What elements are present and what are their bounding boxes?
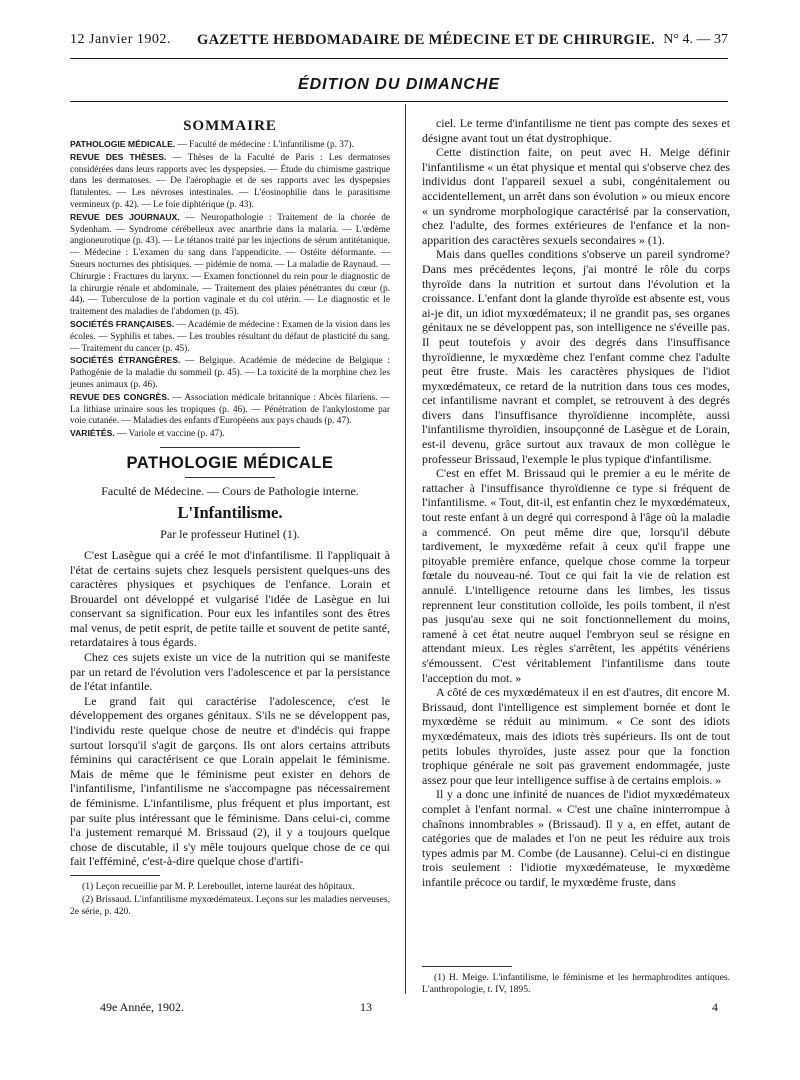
body-paragraph: Le grand fait qui caractérise l'adolescence, c'est le développement des organes génitaux. S'ils ne se développent pas, l'individu reste quelque chose de neutre et d'indécis qui frappe surtout lorsqu'il s'agit de garçons. Ils ont alors certains attributs féminins qui caractérisent ce que Lorain appelait le féminisme. Mais de même que le féminisme peut exister en dehors de l'infantilisme, l'infantilisme ne s'accompagne pas nécessairement de féminisme. L'infantilisme, plus fréquent et plus important, est par suite plus intéressant que le féminisme. Dans celui-ci, comme l'a justement remarqué M. Brissaud (2), il y a toujours quelque chose de discutable, il s'y mêle toujours quelque chose de ce qui fait l'efféminé, c'est-à-dire quelque chose d'artifi- (70, 693, 390, 869)
column-separator (405, 104, 406, 994)
sommaire-category: REVUE DES THÈSES. (70, 151, 167, 162)
sommaire-entry (70, 212, 390, 319)
sommaire-text: — Académie de médecine : Examen de la vision dans les écoles. — Syphilis et tabes. — Les troubles résultant du défaut de plasticité du sang. — Traitement du cancer (p. 45). (70, 319, 390, 354)
edition-rule (70, 101, 728, 102)
left-footnotes (70, 881, 390, 918)
right-column (422, 116, 730, 889)
sommaire-category: VARIÉTÉS. (70, 428, 115, 439)
section-title: PATHOLOGIE MÉDICALE (126, 453, 334, 472)
journal-title: GAZETTE HEBDOMADAIRE DE MÉDECINE ET DE CHIRURGIE. (197, 32, 655, 48)
left-body-text (70, 548, 390, 869)
sommaire-category: SOCIÉTÉS ÉTRANGÈRES. (70, 355, 181, 366)
sommaire-category: REVUE DES CONGRÈS. (70, 391, 170, 402)
sommaire-text: — Faculté de médecine : L'infantilisme (p. 37). (175, 140, 354, 150)
signature-mark: 13 (360, 1000, 372, 1014)
running-header (70, 32, 728, 56)
author-line: Par le professeur Hutinel (1). (160, 526, 300, 541)
article-title: L'Infantilisme. (177, 502, 283, 522)
issue-date: 12 Janvier 1902. (70, 32, 171, 47)
body-paragraph: C'est en effet M. Brissaud qui le premier a eu le mérite de rattacher à l'insuffisance thyroïdienne ce type si fréquent de l'infantilisme. « Tout, dit-il, est enfantin chez le myxœdémateux, tout reste enfant à un degré qui correspond à l'âge où la maladie a commencé. On peut même dire que, lorsqu'il débute tardivement, le myxœdème refait à ceux qu'il frappe une pitoyable première enfance, quelque chose comme la torpeur fœtale du nouveau-né. Tout ce qui fait la vie de relation est annulé. L'intelligence retourne dans les limbes, les tissus reprennent leur constitution colloïde, les poils tombent, il n'est pas jusqu'au sexe qui ne soit fonctionnellement du moins, ramené à cet état neutre auquel l'embryon seul se résigne en attendant mieux. Les règles s'arrêtent, les appétits vénériens s'émoussent. C'est véritablement l'infantilisme dans toute l'acception du mot. » (422, 466, 730, 685)
body-paragraph: Chez ces sujets existe un vice de la nutrition qui se manifeste par un retard de l'évolution vers l'adolescence et par la persistance de l'état infantile. (70, 650, 390, 694)
left-column (70, 116, 390, 919)
sommaire-entry (70, 392, 390, 428)
sommaire-title: SOMMAIRE (183, 118, 277, 134)
body-paragraph: C'est Lasègue qui a créé le mot d'infantilisme. Il l'appliquait à l'état de certains sujets chez lesquels persistent quelques-uns des caractères physiques et psychiques de l'enfance. Lorain et Brouardel ont développé et vulgarisé l'idée de Lasègue en lui conservant sa signification. Pour eux les infantiles sont des êtres mal venus, de petit esprit, de petite taille et souvent de petite santé, retardataires à tous égards. (70, 547, 390, 650)
body-paragraph: A côté de ces myxœdémateux il en est d'autres, dit encore M. Brissaud, dont l'intelligence est simplement bornée et dont le myxœdème se réduit au minimum. « Ce sont des idiots myxœdémateux, mais des idiots très supérieurs. Ils ont de tout petits lobules thyroïdes, juste assez pour que la fonction trophique générale ne soit pas gravement endommagée, juste assez pour que leur intelligence suffise à de certains emplois. » (422, 685, 730, 787)
sommaire-entry (70, 139, 390, 152)
sommaire-text: — Neuropathologie : Traitement de la chorée de Sydenham. — Syndrome cérébelleux avec anarthrie dans la malaria. — L'œdème angioneurotique (p. 43). — Le tétanos traité par les injections de sérum antitétanique. — Médecine : L'examen du sang dans l'appendicite. — Ostéite déformante. — Sueurs nocturnes des phtisiques. — pidémie de noma. — La maladie de Raynaud. — Chirurgie : Fractures du larynx. — Examen fonctionnel du rein pour le diagnostic de la chirurgie rénale et abdominale. — Traitement des plaies pénétrantes du cœur (p. 44). — Tuberculose de la portion vaginale et du col utérin. — Le diagnostic et le traitement des maladies de l'abdomen (p. 45). (70, 212, 390, 318)
edition-banner: ÉDITION DU DIMANCHE (297, 76, 501, 93)
page-footer (70, 1000, 728, 1018)
body-paragraph: Cette distinction faite, on peut avec H. Meige définir l'infantilisme « un état physique et mental qui s'observe chez des individus dont l'appareil sexuel a subi, congénitalement ou accidentellement, un arrêt dans son évolution » ou mieux encore « un syndrome morphologique caractérisé par la conservation, chez l'adulte, des formes extérieures de l'enfance et la non-apparition des caractères sexuels secondaires » (1). (422, 145, 730, 247)
faculty-line: Faculté de Médecine. — Cours de Pathologie interne. (101, 483, 359, 498)
sommaire-entry (70, 428, 390, 441)
sommaire-text: — Variole et vaccine (p. 47). (114, 429, 225, 440)
body-paragraph: Mais dans quelles conditions s'observe un pareil syndrome? Dans mes précédentes leçons, j'ai montré le rôle du corps thyroïde dans la nutrition et surtout dans l'évolution et la croissance. L'enfant dont la glande thyroïde est absente est, vous ai-je dit, un idiot myxœdémateux; il ne grandit pas, ses organes génitaux ne se développent pas, son intelligence ne s'éveille pas. Il peut toutefois y avoir des degrés dans l'insuffisance thyroïdienne, le myxœdème chez l'enfant comme chez l'adulte peut être fruste. Mais les caractères physiques de l'idiot myxœdémateux, ce retard de la nutrition dans tous ces modes, cet infantilisme navrant et complet, se retrouvent à des degrés divers dans l'insuffisance thyroïdienne incomplète, aussi l'infantilisme thyroïdien, insoupçonné de Lasègue et de Lorain, est-il devenu, grâce surtout aux travaux de mon collègue le professeur Brissaud, l'exemple le plus typique d'infantilisme. (422, 247, 730, 466)
body-paragraph: Il y a donc une infinité de nuances de l'idiot myxœdémateux complet à l'enfant normal. « C'est une chaîne ininterrompue à chaînons innombrables » (Brissaud). Il y a, en effet, autant de catégories que de malades et l'on ne peut les réduire aux trois types admis par M. Combe (de Lausanne). Celui-ci en distingue trois seulement : l'idiotie myxœdémateuse, le myxœdème infantile précoce ou tardif, le myxœdème fruste, dans (422, 787, 730, 889)
right-footnotes (422, 972, 730, 996)
body-paragraph: ciel. Le terme d'infantilisme ne tient pas compte des sexes et désigne avant tout un état dystrophique. (422, 116, 730, 145)
section-title-rule (185, 477, 275, 478)
sommaire-list (70, 139, 390, 441)
right-body-text (422, 116, 730, 889)
page-mark: 4 (712, 1000, 718, 1014)
footnote-rule (70, 875, 160, 876)
volume-year: 49e Année, 1902. (100, 1000, 184, 1014)
sommaire-text: — Association médicale britannique : Abcès filariens. — La lithiase urinaire sous les tropiques (p. 46). — Pénétration de l'ankylostome par voie cutanée. — Maladies des enfants d'Européens aux pays chauds (p. 47). (70, 392, 390, 427)
footnote: (1) Leçon recueillie par M. P. Lereboullet, interne lauréat des hôpitaux. (82, 880, 355, 892)
section-divider (160, 447, 300, 448)
sommaire-text: — Thèses de la Faculté de Paris : Les dermatoses considérées dans leurs rapports avec les dyspepsies. — Étude du chimisme gastrique dans les dermatoses. — De l'aérophagie et de ses rapports avec les dyspepsies flatulentes. — Les névroses intestinales. — L'éosinophilie dans le parasitisme vermineux (p. 42). — Le foie diphtérique (p. 43). (70, 152, 391, 210)
sommaire-category: SOCIÉTÉS FRANÇAISES. (70, 318, 175, 329)
sommaire-entry (70, 319, 390, 355)
header-rule (70, 58, 728, 59)
issue-number: N° 4. — 37 (663, 32, 728, 47)
sommaire-entry (70, 355, 390, 391)
footnote: (1) H. Meige. L'infantilisme, le féminisme et les hermaphrodites antiques. L'anthropologie, t. IV, 1895. (422, 972, 730, 995)
footnote-rule (422, 966, 512, 967)
right-footnote-block (422, 960, 730, 997)
sommaire-text: — Belgique. Académie de médecine de Belgique : Pathogénie de la maladie du sommeil (p. 45). — La toxicité de la morphine chez les jeunes animaux (p. 46). (70, 356, 390, 390)
sommaire-entry (70, 152, 390, 212)
footnote: (2) Brissaud. L'infantilisme myxœdémateux. Leçons sur les maladies nerveuses, 2e série, p. 420. (70, 893, 390, 917)
sommaire-category: REVUE DES JOURNAUX. (70, 211, 180, 222)
sommaire-category: PATHOLOGIE MÉDICALE. (70, 139, 176, 149)
